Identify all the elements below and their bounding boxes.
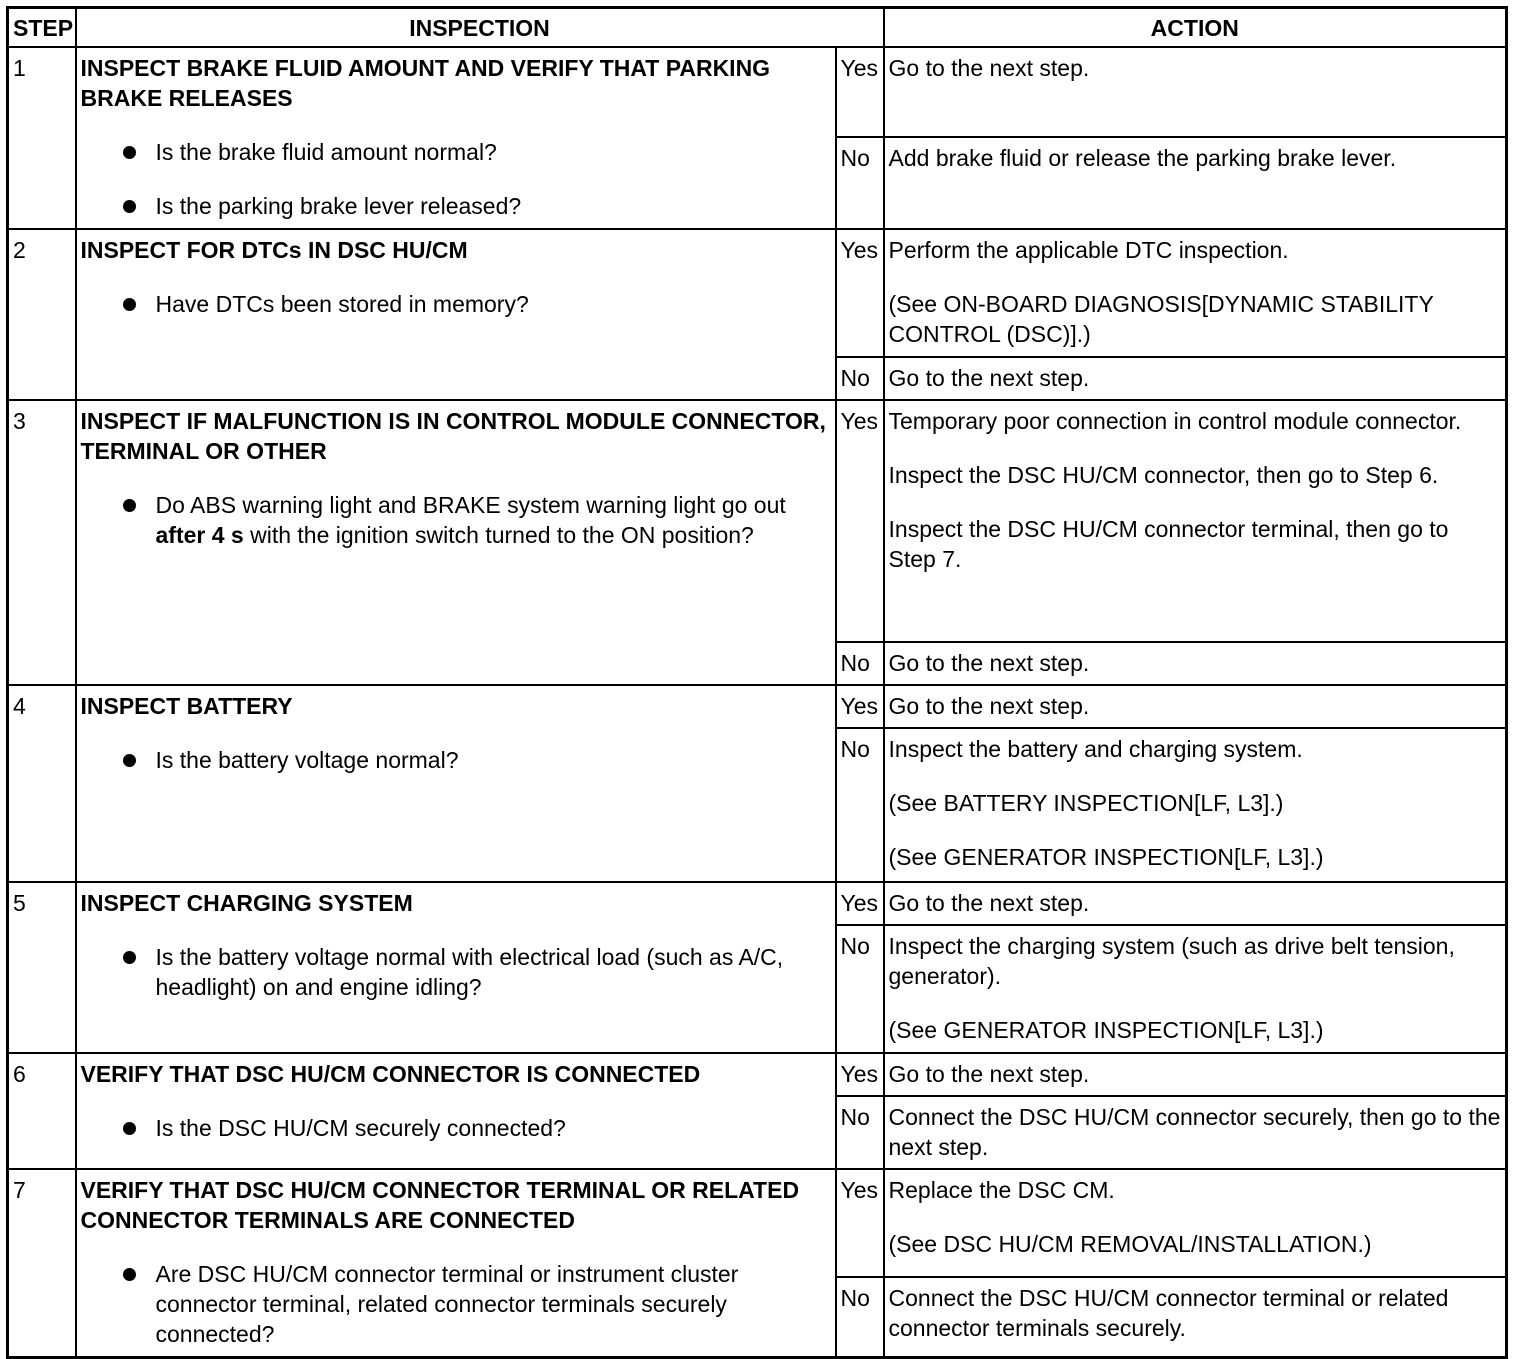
question-text: Have DTCs been stored in memory? xyxy=(155,291,529,317)
no-label: No xyxy=(836,925,884,1053)
table-row-step-5-yes xyxy=(8,882,1507,925)
header-inspection: INSPECTION xyxy=(76,8,884,48)
no-action xyxy=(884,642,1507,685)
question-item xyxy=(81,1259,831,1349)
yes-label: Yes xyxy=(836,400,884,642)
header-row xyxy=(8,8,1507,48)
question-text: Is the brake fluid amount normal? xyxy=(155,139,497,165)
inspection-title: VERIFY THAT DSC HU/CM CONNECTOR TERMINAL OR RELATED CONNECTOR TERMINALS ARE CONNECTED xyxy=(80,1177,800,1233)
action-text: Go to the next step. xyxy=(888,55,1090,81)
question-list xyxy=(81,137,831,221)
yes-label: Yes xyxy=(836,1053,884,1096)
question-list xyxy=(81,1113,831,1143)
action-text: (See GENERATOR INSPECTION[LF, L3].) xyxy=(888,1017,1324,1043)
action-text: Inspect the battery and charging system. xyxy=(888,736,1303,762)
bullet-icon xyxy=(123,754,136,767)
yes-action xyxy=(884,400,1507,642)
no-action xyxy=(884,137,1507,229)
yes-action xyxy=(884,47,1507,137)
step-number: 5 xyxy=(8,882,76,1053)
no-label: No xyxy=(836,137,884,229)
action-text: Add brake fluid or release the parking brake lever. xyxy=(888,145,1397,171)
inspection-title: INSPECT CHARGING SYSTEM xyxy=(80,890,413,916)
yes-action xyxy=(884,882,1507,925)
yes-action xyxy=(884,685,1507,728)
question-item xyxy=(81,191,831,221)
yes-label: Yes xyxy=(836,47,884,137)
no-label: No xyxy=(836,357,884,400)
yes-action xyxy=(884,1169,1507,1277)
question-item xyxy=(81,1113,831,1143)
question-item xyxy=(81,745,831,775)
action-text: Go to the next step. xyxy=(888,1061,1090,1087)
inspection-cell xyxy=(76,1053,836,1169)
bullet-icon xyxy=(123,146,136,159)
action-text: (See BATTERY INSPECTION[LF, L3].) xyxy=(888,790,1284,816)
table-row-step-4-yes xyxy=(8,685,1507,728)
question-text: Are DSC HU/CM connector terminal or instrument cluster connector terminal, related connector terminals securely connected? xyxy=(155,1261,739,1347)
action-text: Inspect the DSC HU/CM connector terminal, then go to Step 7. xyxy=(888,516,1449,572)
yes-label: Yes xyxy=(836,882,884,925)
inspection-title: INSPECT IF MALFUNCTION IS IN CONTROL MODULE CONNECTOR, TERMINAL OR OTHER xyxy=(80,408,826,464)
action-text: (See GENERATOR INSPECTION[LF, L3].) xyxy=(888,844,1324,870)
bullet-icon xyxy=(123,1122,136,1135)
table-row-step-7-yes xyxy=(8,1169,1507,1277)
inspection-cell xyxy=(76,685,836,882)
no-label: No xyxy=(836,728,884,882)
question-item xyxy=(81,137,831,167)
inspection-cell xyxy=(76,882,836,1053)
question-item xyxy=(81,289,831,319)
question-item xyxy=(81,942,831,1002)
action-text: Go to the next step. xyxy=(888,890,1090,916)
question-item xyxy=(81,490,831,550)
question-text-after: with the ignition switch turned to the ON position? xyxy=(243,522,754,548)
inspection-cell xyxy=(76,1169,836,1357)
no-label: No xyxy=(836,642,884,685)
table-row-step-6-yes xyxy=(8,1053,1507,1096)
action-text: Connect the DSC HU/CM connector securely, then go to the next step. xyxy=(888,1104,1501,1160)
bullet-icon xyxy=(123,298,136,311)
action-text: Inspect the charging system (such as drive belt tension, generator). xyxy=(888,933,1455,989)
header-step: STEP xyxy=(8,8,76,48)
question-list xyxy=(81,1259,831,1349)
question-text: Is the battery voltage normal? xyxy=(155,747,459,773)
inspection-cell xyxy=(76,47,836,229)
bullet-icon xyxy=(123,951,136,964)
action-text: (See ON-BOARD DIAGNOSIS[DYNAMIC STABILITY CONTROL (DSC)].) xyxy=(888,291,1434,347)
bullet-icon xyxy=(123,1268,136,1281)
question-text: Is the parking brake lever released? xyxy=(155,193,522,219)
yes-label: Yes xyxy=(836,229,884,357)
step-number: 6 xyxy=(8,1053,76,1169)
header-action: ACTION xyxy=(884,8,1507,48)
no-action xyxy=(884,925,1507,1053)
yes-label: Yes xyxy=(836,1169,884,1277)
question-text-before: Do ABS warning light and BRAKE system warning light go out xyxy=(155,492,786,518)
question-text-bold: after 4 s xyxy=(155,522,244,548)
question-list xyxy=(81,745,831,775)
no-action xyxy=(884,357,1507,400)
yes-action xyxy=(884,229,1507,357)
question-list xyxy=(81,490,831,550)
step-number: 3 xyxy=(8,400,76,685)
action-text: Replace the DSC CM. xyxy=(888,1177,1115,1203)
yes-action xyxy=(884,1053,1507,1096)
table-row-step-3-yes xyxy=(8,400,1507,642)
action-text: Perform the applicable DTC inspection. xyxy=(888,237,1289,263)
action-text: Connect the DSC HU/CM connector terminal or related connector terminals securely. xyxy=(888,1285,1449,1341)
no-label: No xyxy=(836,1277,884,1357)
action-text: Go to the next step. xyxy=(888,650,1090,676)
table-row-step-1-yes xyxy=(8,47,1507,137)
inspection-cell xyxy=(76,229,836,400)
action-text: Go to the next step. xyxy=(888,693,1090,719)
question-list xyxy=(81,289,831,319)
diagnostic-table xyxy=(6,6,1508,1359)
action-text: Temporary poor connection in control module connector. xyxy=(888,408,1462,434)
bullet-icon xyxy=(123,499,136,512)
yes-label: Yes xyxy=(836,685,884,728)
table-row-step-2-yes xyxy=(8,229,1507,357)
no-label: No xyxy=(836,1096,884,1169)
no-action xyxy=(884,1277,1507,1357)
action-text: Go to the next step. xyxy=(888,365,1090,391)
step-number: 2 xyxy=(8,229,76,400)
inspection-title: INSPECT BATTERY xyxy=(80,693,293,719)
no-action xyxy=(884,1096,1507,1169)
question-list xyxy=(81,942,831,1002)
inspection-title: VERIFY THAT DSC HU/CM CONNECTOR IS CONNECTED xyxy=(80,1061,701,1087)
inspection-title: INSPECT BRAKE FLUID AMOUNT AND VERIFY THAT PARKING BRAKE RELEASES xyxy=(80,55,771,111)
question-text: Is the battery voltage normal with electrical load (such as A/C, headlight) on and engine idling? xyxy=(155,944,784,1000)
action-text: (See DSC HU/CM REMOVAL/INSTALLATION.) xyxy=(888,1231,1372,1257)
step-number: 4 xyxy=(8,685,76,882)
bullet-icon xyxy=(123,200,136,213)
question-text: Is the DSC HU/CM securely connected? xyxy=(155,1115,566,1141)
inspection-cell xyxy=(76,400,836,685)
inspection-title: INSPECT FOR DTCs IN DSC HU/CM xyxy=(80,237,468,263)
no-action xyxy=(884,728,1507,882)
step-number: 7 xyxy=(8,1169,76,1357)
step-number: 1 xyxy=(8,47,76,229)
action-text: Inspect the DSC HU/CM connector, then go to Step 6. xyxy=(888,462,1439,488)
